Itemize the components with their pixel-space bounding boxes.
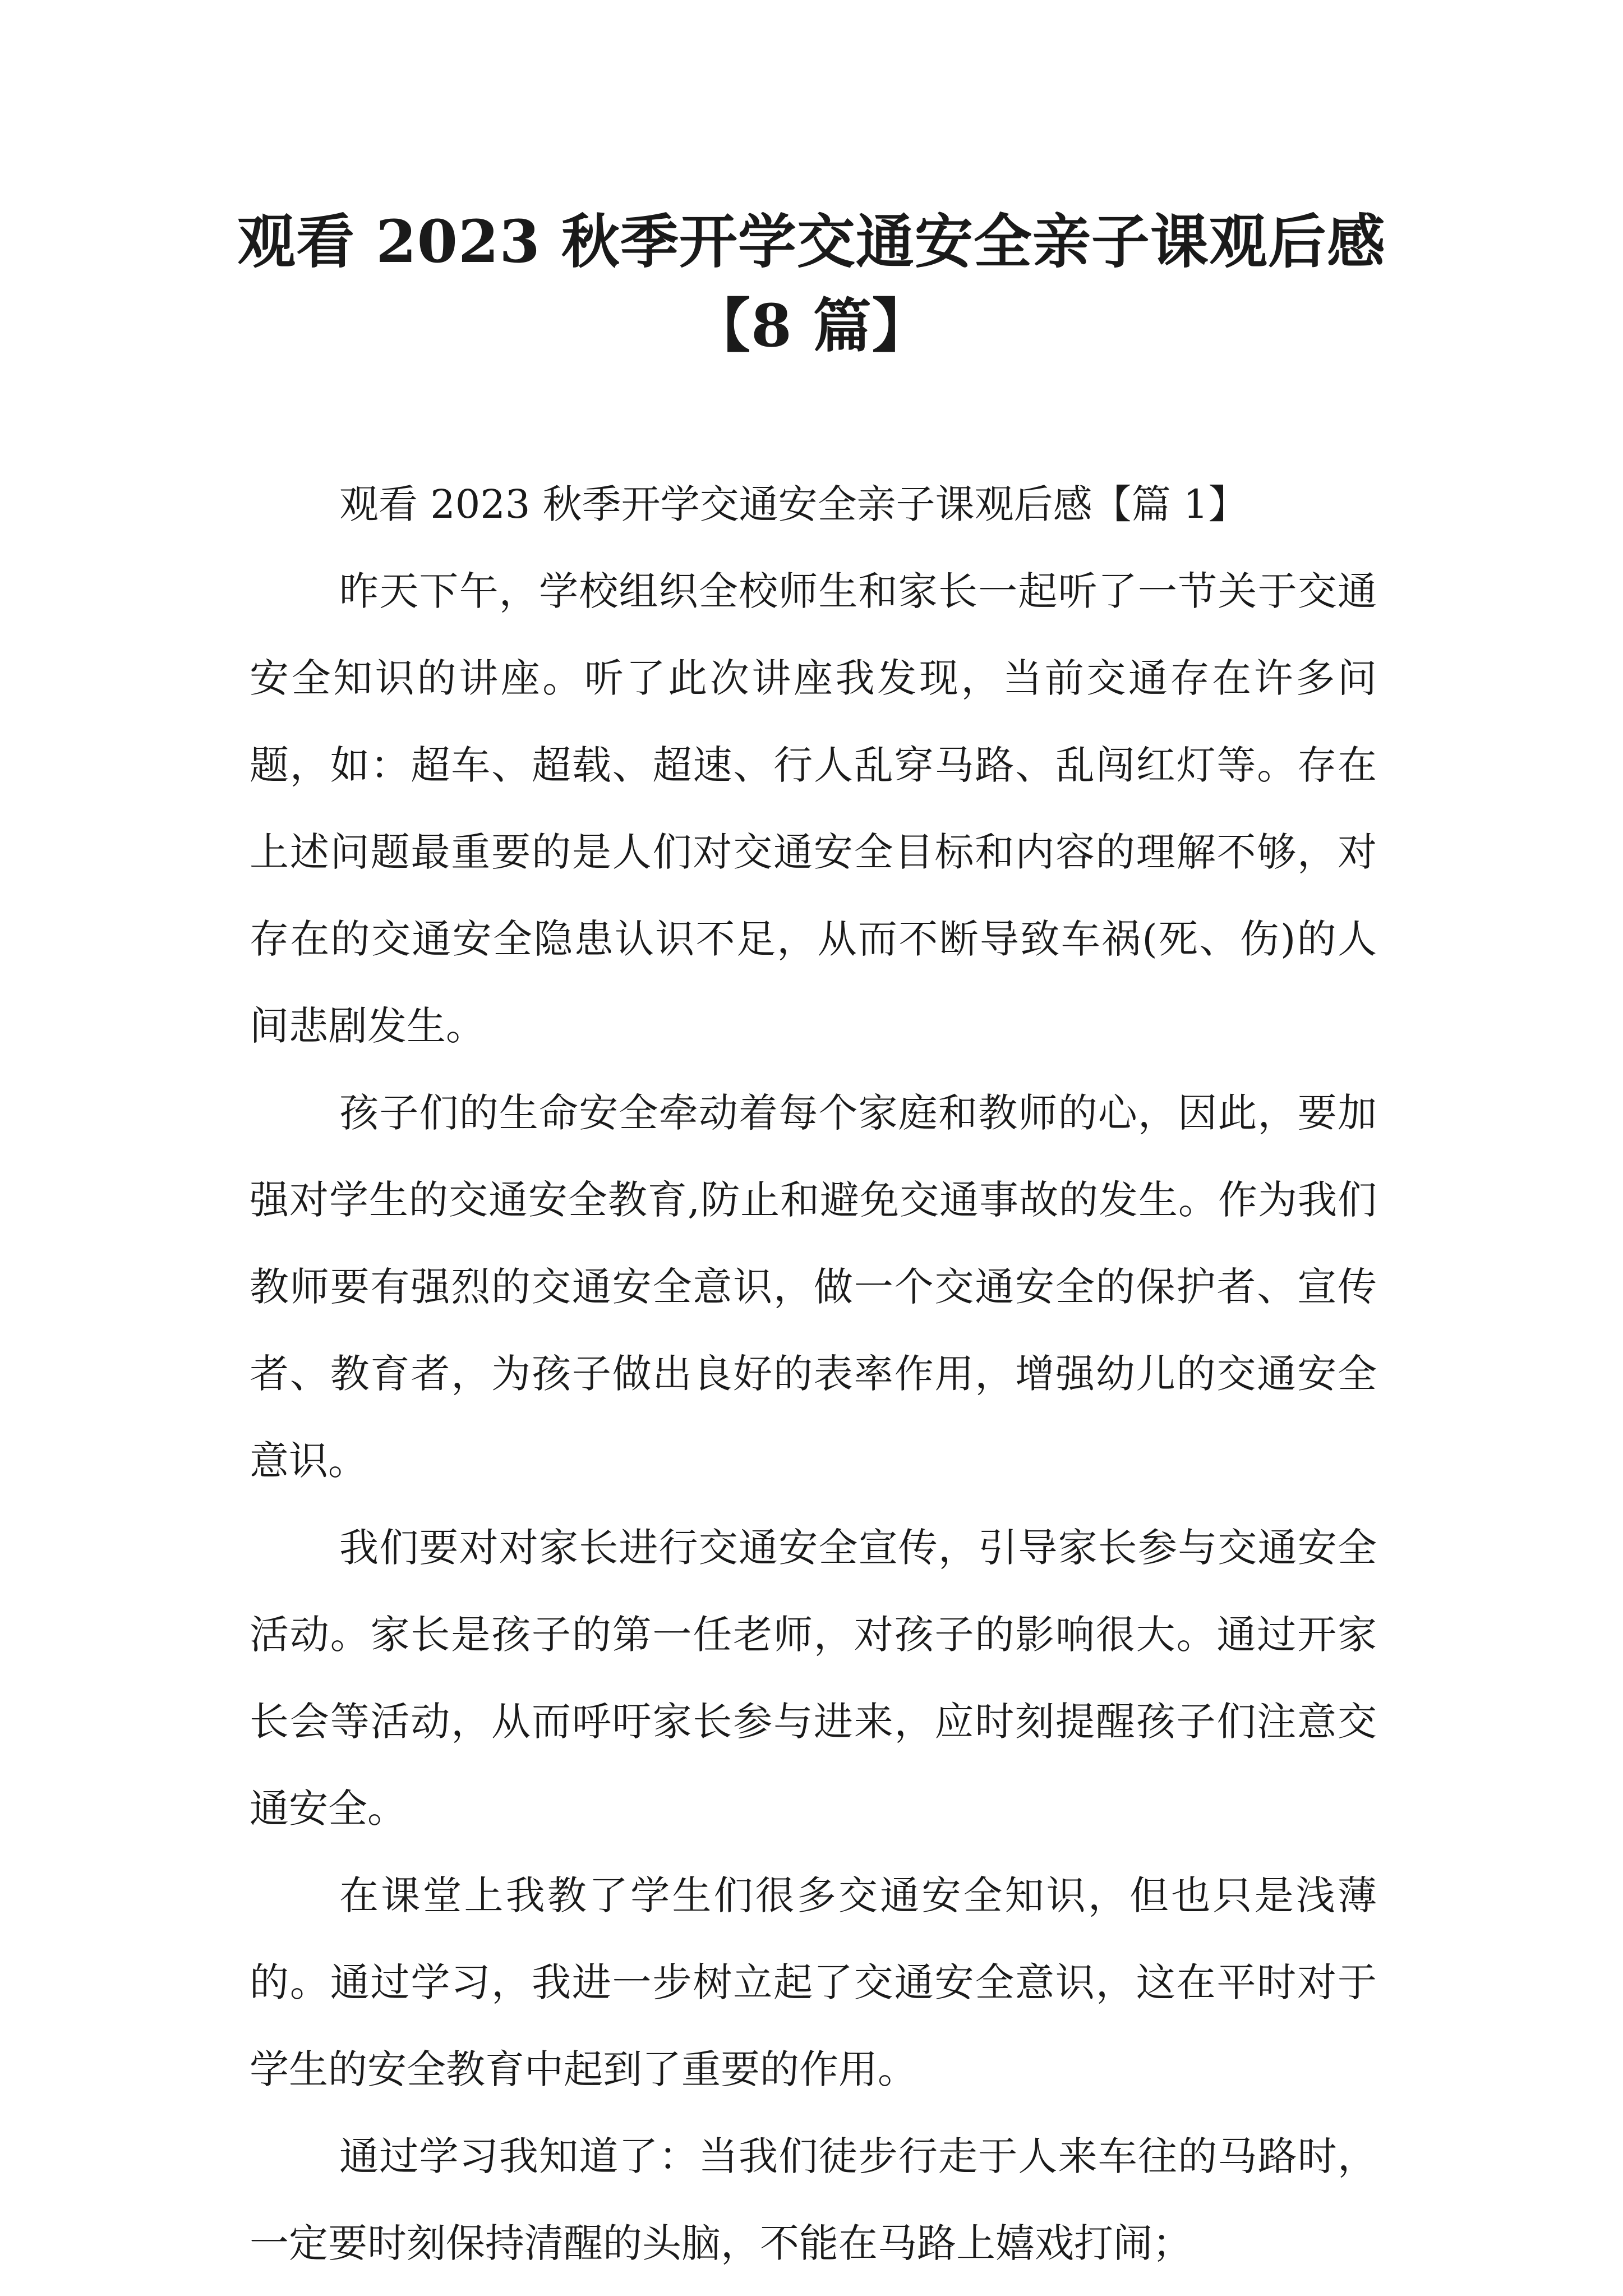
section-heading: 观看 2023 秋季开学交通安全亲子课观后感【篇 1】	[339, 481, 1248, 527]
paragraph-1: 昨天下午，学校组织全校师生和家长一起听了一节关于交通安全知识的讲座。听了此次讲座我发现，当前交通存在许多问题，如：超车、超载、超速、行人乱穿马路、乱闯红灯等。存在上述问题最重要的是人们对交通安全目标和内容的理解不够，对存在的交通安全隐患认识不足，从而不断导致车祸(死、伤)的人间悲剧发生。	[250, 568, 1377, 1049]
paragraph-2: 孩子们的生命安全牵动着每个家庭和教师的心，因此，要加强对学生的交通安全教育,防止和避免交通事故的发生。作为我们教师要有强烈的交通安全意识，做一个交通安全的保护者、宣传者、教育者，为孩子做出良好的表率作用，增强幼儿的交通安全意识。	[250, 1090, 1377, 1484]
paragraph-4: 在课堂上我教了学生们很多交通安全知识，但也只是浅薄的。通过学习，我进一步树立起了交通安全意识，这在平时对于学生的安全教育中起到了重要的作用。	[250, 1872, 1377, 2092]
document-title-line-1: 观看 2023 秋季开学交通安全亲子课观后感	[237, 207, 1386, 276]
document-body	[250, 461, 1377, 2287]
document-title-line-2: 【8 篇】	[692, 291, 931, 360]
paragraph-5: 通过学习我知道了：当我们徒步行走于人来车往的马路时，一定要时刻保持清醒的头脑，不能在马路上嬉戏打闹；	[250, 2133, 1377, 2266]
paragraph-3: 我们要对对家长进行交通安全宣传，引导家长参与交通安全活动。家长是孩子的第一任老师，对孩子的影响很大。通过开家长会等活动，从而呼吁家长参与进来，应时刻提醒孩子们注意交通安全。	[250, 1525, 1377, 1832]
